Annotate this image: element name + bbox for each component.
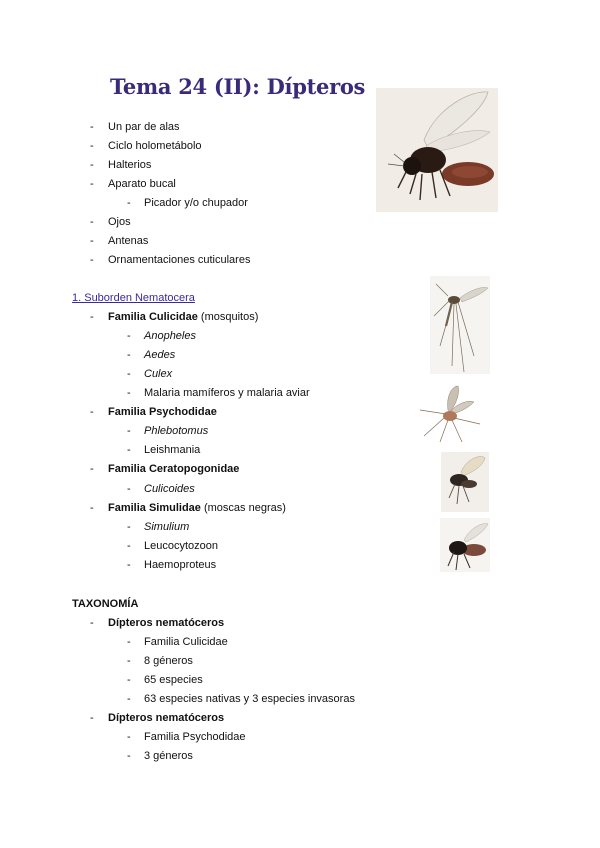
list-dash: - — [127, 425, 131, 437]
culicoides-image — [441, 452, 489, 512]
list-dash: - — [90, 178, 94, 190]
family-ceratopogonidae: Familia Ceratopogonidae — [108, 463, 240, 475]
list-dash: - — [127, 197, 131, 209]
list-dash: - — [90, 140, 94, 152]
list-dash: - — [90, 463, 94, 475]
list-item: Culicoides — [144, 483, 195, 495]
family-note: (mosquitos) — [197, 311, 259, 323]
list-item: Phlebotomus — [144, 425, 209, 437]
list-dash: - — [127, 330, 131, 342]
list-dash: - — [90, 121, 94, 133]
list-dash: - — [127, 636, 131, 648]
list-item: 8 géneros — [144, 655, 193, 667]
list-item: 65 especies — [144, 674, 203, 686]
taxonomy-group: Dípteros nematóceros — [108, 617, 225, 629]
list-item: Simulium — [144, 521, 190, 533]
list-dash: - — [90, 235, 94, 247]
list-item: Halterios — [108, 159, 152, 171]
list-dash: - — [127, 521, 131, 533]
list-item: Culex — [144, 368, 173, 380]
list-item: Aparato bucal — [108, 178, 176, 190]
mosquito-image — [430, 276, 490, 374]
taxonomy-group: Dípteros nematóceros — [108, 712, 225, 724]
list-item: Ciclo holometábolo — [108, 140, 202, 152]
list-item: Ojos — [108, 216, 131, 228]
list-item: Haemoproteus — [144, 559, 217, 571]
family-simuliidae — [108, 502, 286, 515]
list-dash: - — [90, 712, 94, 724]
list-dash: - — [127, 444, 131, 456]
page-title: Tema 24 (II): Dípteros — [110, 74, 366, 99]
list-dash: - — [127, 483, 131, 495]
list-dash: - — [90, 311, 94, 323]
list-dash: - — [90, 406, 94, 418]
family-note: (moscas negras) — [200, 502, 286, 514]
list-dash: - — [127, 731, 131, 743]
family-name: Familia Culicidae — [108, 311, 198, 323]
list-dash: - — [127, 674, 131, 686]
list-item: Ornamentaciones cuticulares — [108, 254, 251, 266]
list-dash: - — [90, 502, 94, 514]
list-dash: - — [127, 387, 131, 399]
list-item: Un par de alas — [108, 121, 180, 133]
family-culicidae — [108, 311, 258, 324]
simulium-image — [440, 518, 490, 572]
list-item: 63 especies nativas y 3 especies invasoras — [144, 693, 355, 705]
list-dash: - — [127, 655, 131, 667]
list-item: Antenas — [108, 235, 149, 247]
family-psychodidae: Familia Psychodidae — [108, 406, 217, 418]
list-item: Aedes — [144, 349, 176, 361]
list-dash: - — [127, 540, 131, 552]
list-item: 3 géneros — [144, 750, 193, 762]
taxonomy-heading: TAXONOMÍA — [72, 598, 139, 610]
list-item: Leucocytozoon — [144, 540, 218, 552]
list-dash: - — [127, 368, 131, 380]
list-dash: - — [127, 349, 131, 361]
list-item: Familia Culicidae — [144, 636, 228, 648]
list-item: Familia Psychodidae — [144, 731, 246, 743]
list-dash: - — [127, 693, 131, 705]
list-item: Malaria mamíferos y malaria aviar — [144, 387, 310, 399]
list-item: Anopheles — [144, 330, 196, 342]
list-dash: - — [90, 617, 94, 629]
list-dash: - — [90, 159, 94, 171]
list-dash: - — [90, 216, 94, 228]
list-dash: - — [90, 254, 94, 266]
fly-image — [376, 88, 498, 212]
sandfly-image — [418, 384, 484, 444]
family-name: Familia Simulidae — [108, 502, 201, 514]
list-dash: - — [127, 750, 131, 762]
list-dash: - — [127, 559, 131, 571]
list-item: Picador y/o chupador — [144, 197, 248, 209]
suborder-link[interactable]: 1. Suborden Nematocera — [72, 292, 195, 304]
list-item: Leishmania — [144, 444, 201, 456]
